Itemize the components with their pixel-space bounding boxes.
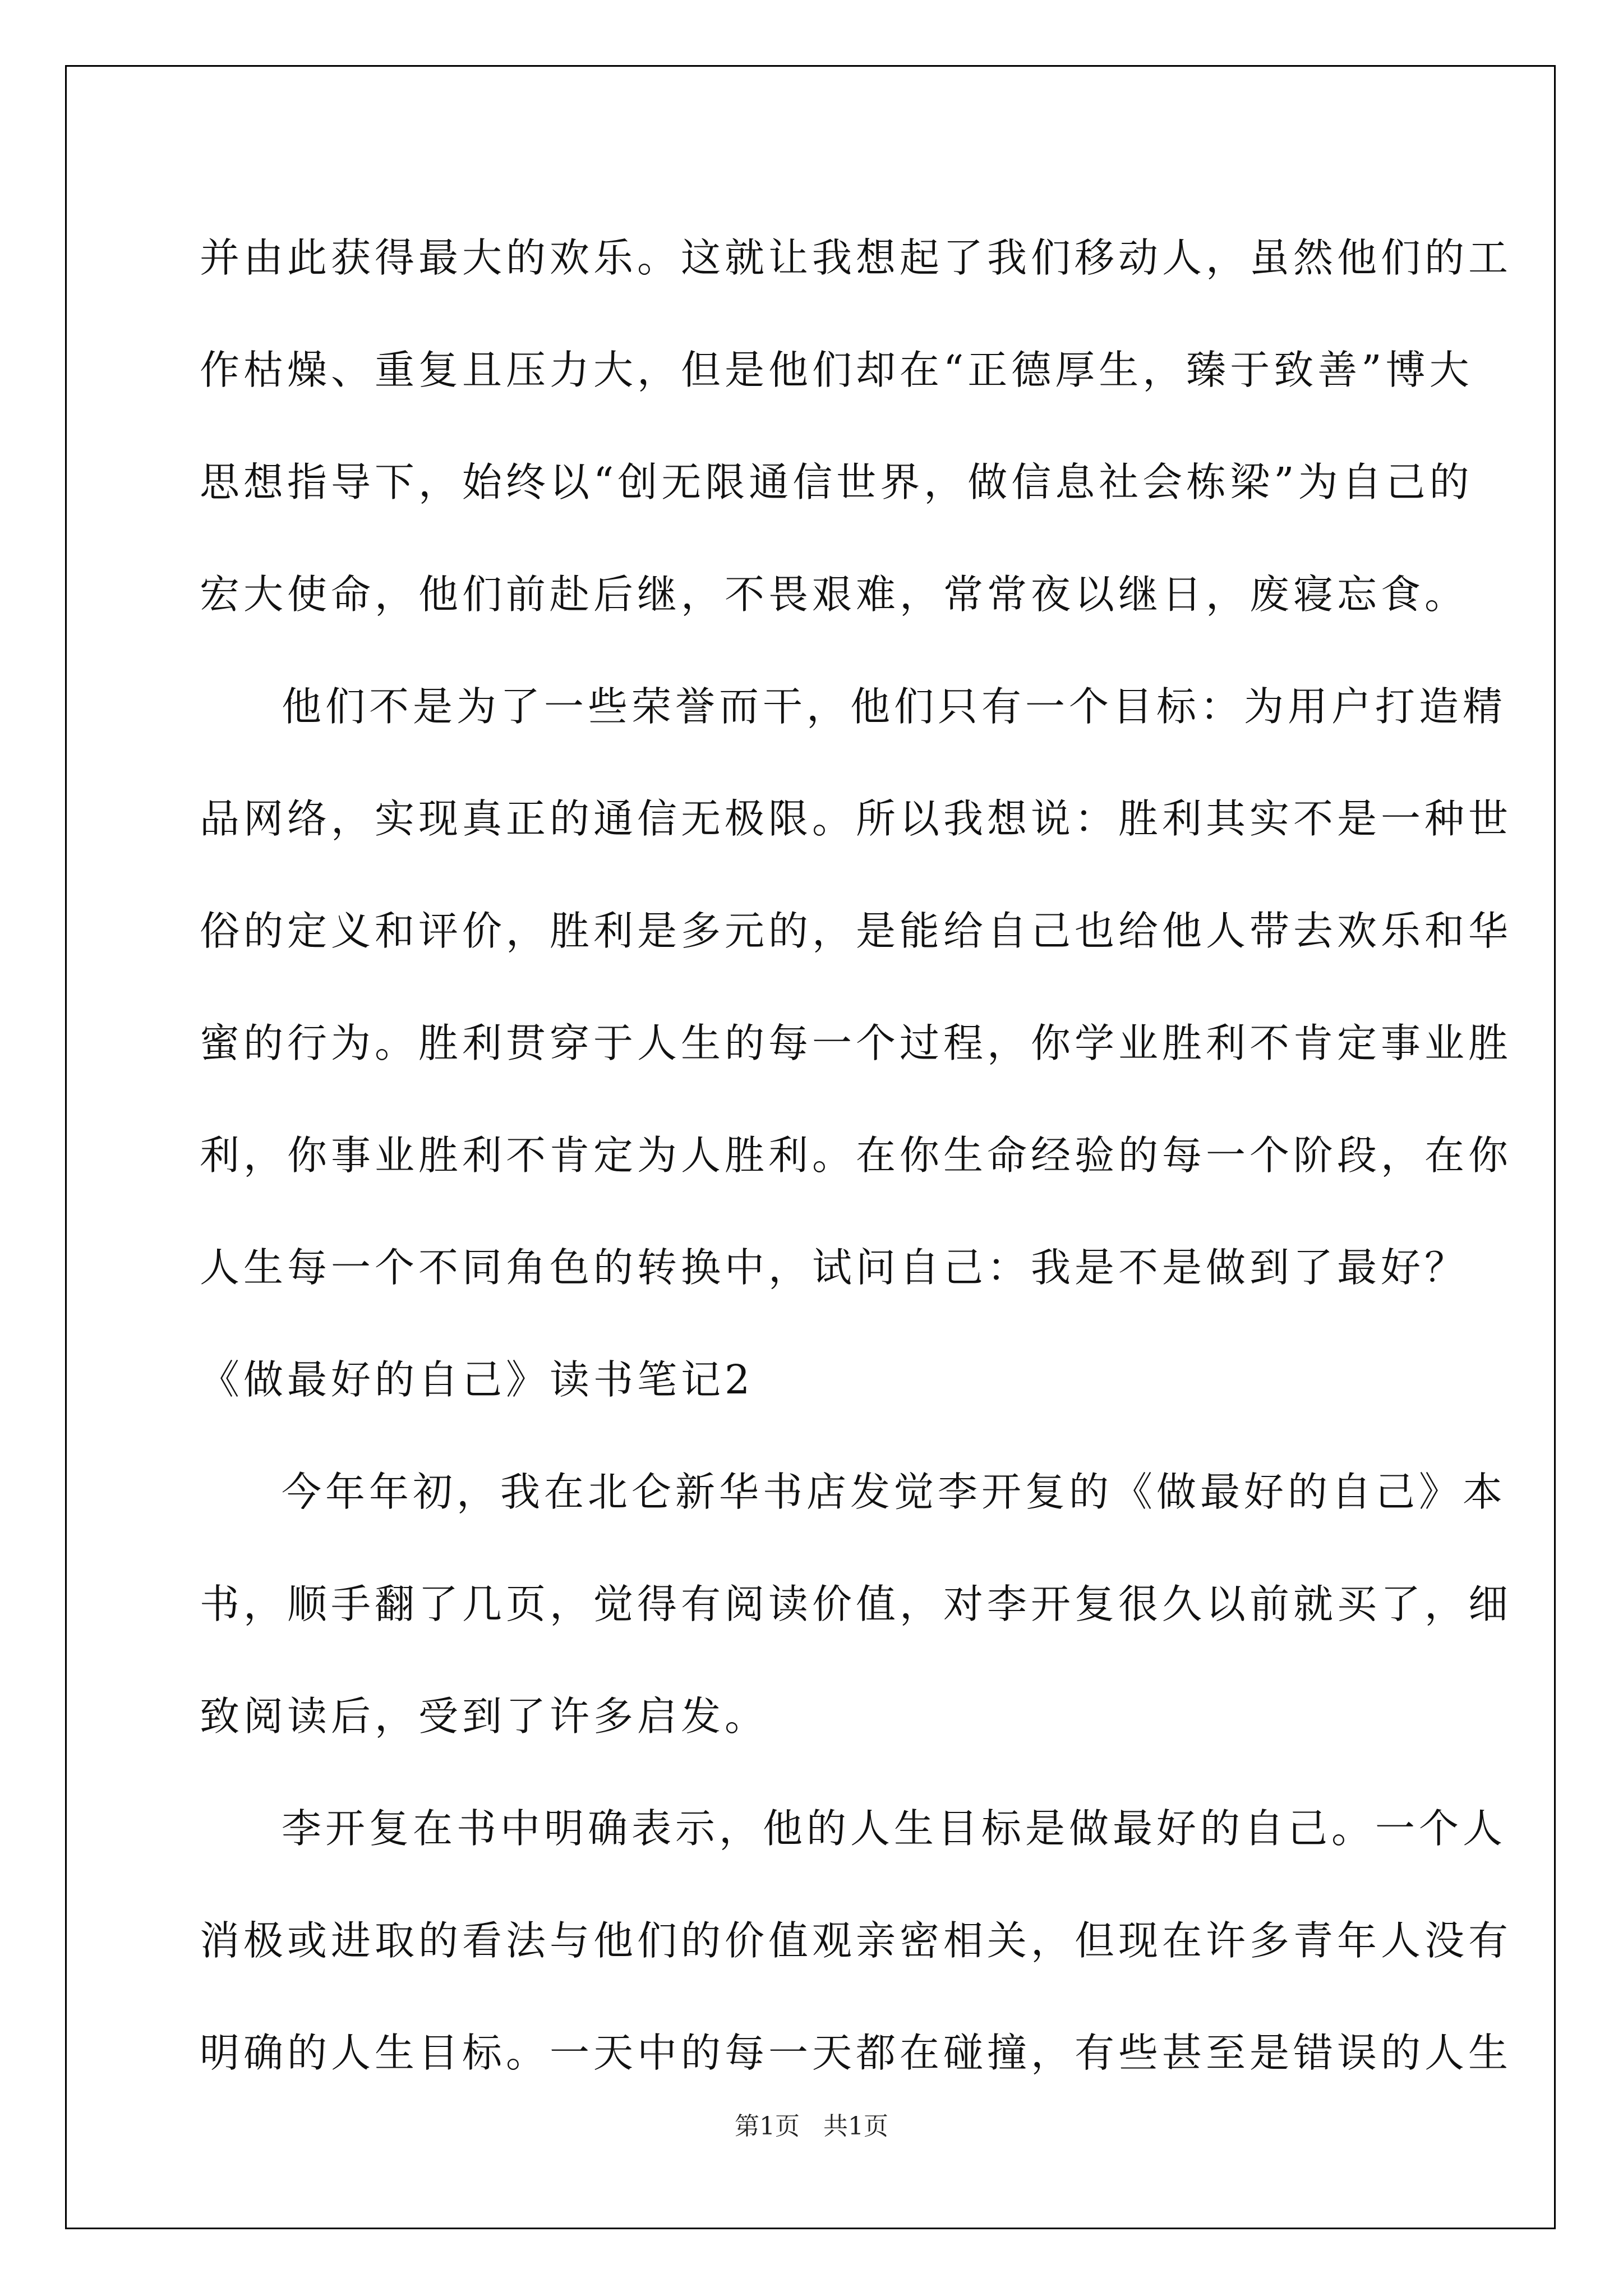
text-line: 思想指导下，始终以“创无限通信世界，做信息社会栋梁”为自己的 <box>200 459 1473 505</box>
text-line: 书，顺手翻了几页，觉得有阅读价值，对李开复很久以前就买了，细 <box>200 1581 1513 1627</box>
text-line: 俗的定义和评价，胜利是多元的，是能给自己也给他人带去欢乐和华 <box>200 908 1513 954</box>
paragraph-first-line: 今年年初，我在北仑新华书店发觉李开复的《做最好的自己》本 <box>282 1469 1507 1515</box>
text-line: 宏大使命，他们前赴后继，不畏艰难，常常夜以继日，废寝忘食。 <box>200 571 1469 618</box>
text-line: 并由此获得最大的欢乐。这就让我想起了我们移动人，虽然他们的工 <box>200 234 1513 281</box>
section-heading: 《做最好的自己》读书笔记2 <box>200 1356 754 1403</box>
text-line: 人生每一个不同角色的转换中，试问自己：我是不是做到了最好？ <box>200 1244 1469 1291</box>
text-line: 消极或进取的看法与他们的价值观亲密相关，但现在许多青年人没有 <box>200 1917 1513 1964</box>
paragraph-first-line: 他们不是为了一些荣誉而干，他们只有一个目标：为用户打造精 <box>282 683 1507 730</box>
text-line: 致阅读后，受到了许多启发。 <box>200 1693 769 1740</box>
text-line: 蜜的行为。胜利贯穿于人生的每一个过程，你学业胜利不肯定事业胜 <box>200 1020 1513 1066</box>
text-line: 明确的人生目标。一天中的每一天都在碰撞，有些甚至是错误的人生 <box>200 2030 1513 2076</box>
document-body <box>200 202 1513 2109</box>
text-line: 品网络，实现真正的通信无极限。所以我想说：胜利其实不是一种世 <box>200 795 1513 842</box>
paragraph-first-line: 李开复在书中明确表示，他的人生目标是做最好的自己。一个人 <box>282 1805 1507 1852</box>
text-line: 作枯燥、重复且压力大，但是他们却在“正德厚生，臻于致善”博大 <box>200 347 1473 393</box>
text-line: 利，你事业胜利不肯定为人胜利。在你生命经验的每一个阶段，在你 <box>200 1132 1513 1179</box>
page-number-footer: 第1页 共1页 <box>735 2112 888 2141</box>
